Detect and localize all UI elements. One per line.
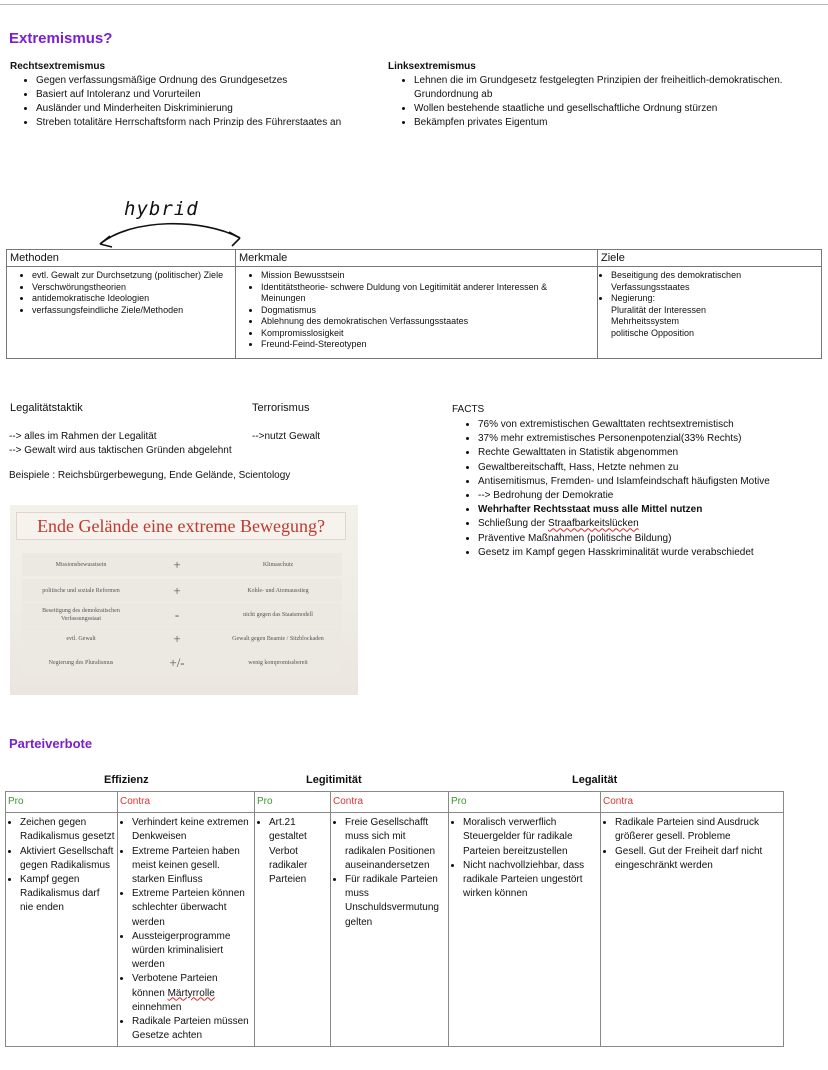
slide-row <box>22 603 342 626</box>
fact-underlined: Straafbarkeitslücken <box>548 518 639 530</box>
fact-item: • Gewaltbereitschafft, Hass, Hetzte nehmen zu <box>478 461 772 475</box>
slide-row-right: Kohle- und Atomausstieg <box>247 587 309 594</box>
eff-contra-item: • Aussteigerprogramme würden kriminalisiert werden <box>132 930 252 973</box>
methoden-item: • Verschwörungstheorien <box>32 282 232 294</box>
fact-item: • Präventive Maßnahmen (politische Bildung) <box>478 532 772 546</box>
slide-row-right: nicht gegen das Staatsmodell <box>243 611 313 618</box>
merkmale-item: • Ablehnung des demokratischen Verfassungsstaates <box>261 316 594 328</box>
merkmale-item: • Mission Bewusstsein <box>261 270 594 282</box>
terror-line: -->nutzt Gewalt <box>252 431 321 442</box>
slide-row-left: politische und soziale Reformen <box>42 587 120 594</box>
terror-heading: Terrorismus <box>252 402 310 414</box>
slide-row-right: Klimaschutz <box>262 561 294 568</box>
fact-item <box>478 517 772 531</box>
fact-item: • 76% von extremistischen Gewalttaten rechtsextremistisch <box>478 418 772 432</box>
fact-item: • Gesetz im Kampf gegen Hasskriminalität wurde verabschiedet <box>478 546 772 560</box>
eff-contra-after: einnehmen <box>132 1001 182 1013</box>
rechts-item: • Basiert auf Intoleranz und Vorurteilen <box>36 88 380 102</box>
rechts-item: • Ausländer und Minderheiten Diskriminierung <box>36 102 380 116</box>
eff-contra-label: Contra <box>118 792 255 813</box>
eff-contra-item: • Radikale Parteien müssen Gesetze achten <box>132 1015 252 1043</box>
rechts-section <box>10 60 380 130</box>
ziele-cell <box>598 267 822 359</box>
methoden-item: • verfassungsfeindliche Ziele/Methoden <box>32 305 232 317</box>
eff-contra-item: • Extreme Parteien haben meist keinen gesell. starken Einfluss <box>132 845 252 888</box>
fact-item: • Wehrhafter Rechtsstaat muss alle Mittel nutzen <box>478 503 772 517</box>
ziele-sub: Pluralität der Interessen <box>611 304 707 315</box>
slide-row <box>22 627 342 650</box>
eff-pro-item: • Aktiviert Gesellschaft gegen Radikalismus <box>20 845 115 873</box>
slide-row-mark: - <box>174 607 180 622</box>
leg-contra-item: • Für radikale Parteien muss Unschuldsvermutung gelten <box>345 873 446 930</box>
methoden-item: • evtl. Gewalt zur Durchsetzung (politischer) Ziele <box>32 270 232 282</box>
slide-row-left: Beseitigung des demokratischen Verfassungsstaat <box>42 607 120 622</box>
links-item: • Lehnen die im Grundgesetz festgelegten Prinzipien der freiheitlich-demokratischen. Grundordnung ab <box>414 74 818 102</box>
eff-contra-item <box>132 972 252 1015</box>
leg-pro-cell <box>255 813 331 1047</box>
fact-item: • 37% mehr extremistisches Personenpotenzial(33% Rechts) <box>478 432 772 446</box>
group-effizienz: Effizienz <box>104 774 149 786</box>
slide-row-mark: +/- <box>169 655 185 670</box>
slide-row-left: Missionsbewusstsein <box>55 561 107 568</box>
slide-row <box>22 553 342 576</box>
lgl-pro-cell <box>449 813 601 1047</box>
methoden-cell <box>7 267 236 359</box>
legal-lines <box>9 430 249 458</box>
eff-pro-cell <box>6 813 118 1047</box>
hybrid-note: hybrid <box>124 198 199 220</box>
lgl-contra-label: Contra <box>601 792 784 813</box>
eff-pro-item: • Zeichen gegen Radikalismus gesetzt <box>20 816 115 844</box>
links-item: • Bekämpfen privates Eigentum <box>414 116 818 130</box>
eff-pro-label: Pro <box>6 792 118 813</box>
slide-row-mark: + <box>173 583 181 598</box>
parteiverbote-title: Parteiverbote <box>9 736 93 751</box>
slide-row-left: Negierung des Pluralismus <box>48 659 114 666</box>
facts-heading: FACTS <box>452 404 485 415</box>
group-legalitaet: Legalität <box>572 774 618 786</box>
lgl-contra-item: • Radikale Parteien sind Ausdruck größerer gesell. Probleme <box>615 816 781 844</box>
eff-contra-item: • Verhindert keine extremen Denkweisen <box>132 816 252 844</box>
slide-row-mark: + <box>173 631 181 646</box>
ziele-item: • Beseitigung des demokratischen Verfassungsstaates <box>611 270 818 293</box>
lgl-pro-item: • Moralisch verwerflich Steuergelder für radikale Parteien bereitzustellen <box>463 816 598 859</box>
legal-line: --> Gewalt wird aus taktischen Gründen abgelehnt <box>9 445 232 456</box>
ziele-item: • Negierung: <box>611 293 818 305</box>
eff-contra-underlined: Märtyrrolle <box>167 987 215 999</box>
merkmale-item: • Dogmatismus <box>261 305 594 317</box>
slide-title: Ende Gelände eine extreme Bewegung? <box>16 512 346 540</box>
rechts-heading: Rechtsextremismus <box>10 61 106 72</box>
slide-row-right: Gewalt gegen Beamte / Sitzblockaden <box>232 635 324 642</box>
ziele-sub: Mehrheitssystem <box>611 316 680 326</box>
header-ziele: Ziele <box>598 250 822 267</box>
lgl-contra-item: • Gesell. Gut der Freiheit darf nicht eingeschränkt werden <box>615 845 781 873</box>
lgl-pro-item: • Nicht nachvollziehbar, dass radikale Parteien ungestört wirken können <box>463 859 598 902</box>
merkmale-item: • Freund-Feind-Stereotypen <box>261 339 594 351</box>
links-heading: Linksextremismus <box>388 61 476 72</box>
merkmale-item: • Identitätstheorie- schwere Duldung von Legitimität anderer Interessen & Meinungen <box>261 282 594 305</box>
eff-pro-item: • Kampf gegen Radikalismus darf nie enden <box>20 873 115 916</box>
facts-list <box>452 418 772 560</box>
leg-contra-item: • Freie Gesellschafft muss sich mit radikalen Positionen auseinandersetzen <box>345 816 446 873</box>
slide-row <box>22 579 342 602</box>
eff-contra-item: • Extreme Parteien können schlechter überwacht werden <box>132 887 252 930</box>
leg-pro-item: • Art.21 gestaltet Verbot radikaler Parteien <box>269 816 328 887</box>
page-title: Extremismus? <box>9 30 113 47</box>
header-merkmale: Merkmale <box>236 250 598 267</box>
leg-contra-cell <box>331 813 449 1047</box>
header-methoden: Methoden <box>7 250 236 267</box>
mmz-table <box>6 249 822 359</box>
slide-row-left: evtl. Gewalt <box>66 635 96 642</box>
links-item: • Wollen bestehende staatliche und gesellschaftliche Ordnung stürzen <box>414 102 818 116</box>
parteiverbote-table <box>5 791 784 1047</box>
legal-line: --> alles im Rahmen der Legalität <box>9 431 157 442</box>
leg-pro-label: Pro <box>255 792 331 813</box>
fact-item: • Rechte Gewalttaten in Statistik abgenommen <box>478 446 772 460</box>
top-border <box>0 0 828 5</box>
slide-row <box>22 651 342 674</box>
merkmale-item: • Kompromisslosigkeit <box>261 328 594 340</box>
rechts-item: • Gegen verfassungsmäßige Ordnung des Grundgesetzes <box>36 74 380 88</box>
legal-heading: Legalitätstaktik <box>10 402 83 414</box>
slide-row-mark: + <box>173 557 181 572</box>
fact-item: • Antisemitismus, Fremden- und Islamfeindschaft häufigsten Motive <box>478 475 772 489</box>
ziele-sub: politische Opposition <box>611 327 695 338</box>
eff-contra-cell <box>118 813 255 1047</box>
rechts-item: • Streben totalitäre Herrschaftsform nach Prinzip des Führerstaates an <box>36 116 380 130</box>
slide-row-right: wenig kompromissbereit <box>248 659 308 666</box>
fact-text: Schließung der <box>478 518 549 530</box>
group-legitimitaet: Legitimität <box>306 774 362 786</box>
merkmale-cell <box>236 267 598 359</box>
fact-item: • --> Bedrohung der Demokratie <box>478 489 772 503</box>
links-section <box>388 60 818 130</box>
lgl-contra-cell <box>601 813 784 1047</box>
lgl-pro-label: Pro <box>449 792 601 813</box>
eff-contra-text: Verbotene Parteien können <box>132 973 218 999</box>
beispiele-text: Beispiele : Reichsbürgerbewegung, Ende Gelände, Scientology <box>9 470 291 481</box>
leg-contra-label: Contra <box>331 792 449 813</box>
methoden-item: • antidemokratische Ideologien <box>32 293 232 305</box>
